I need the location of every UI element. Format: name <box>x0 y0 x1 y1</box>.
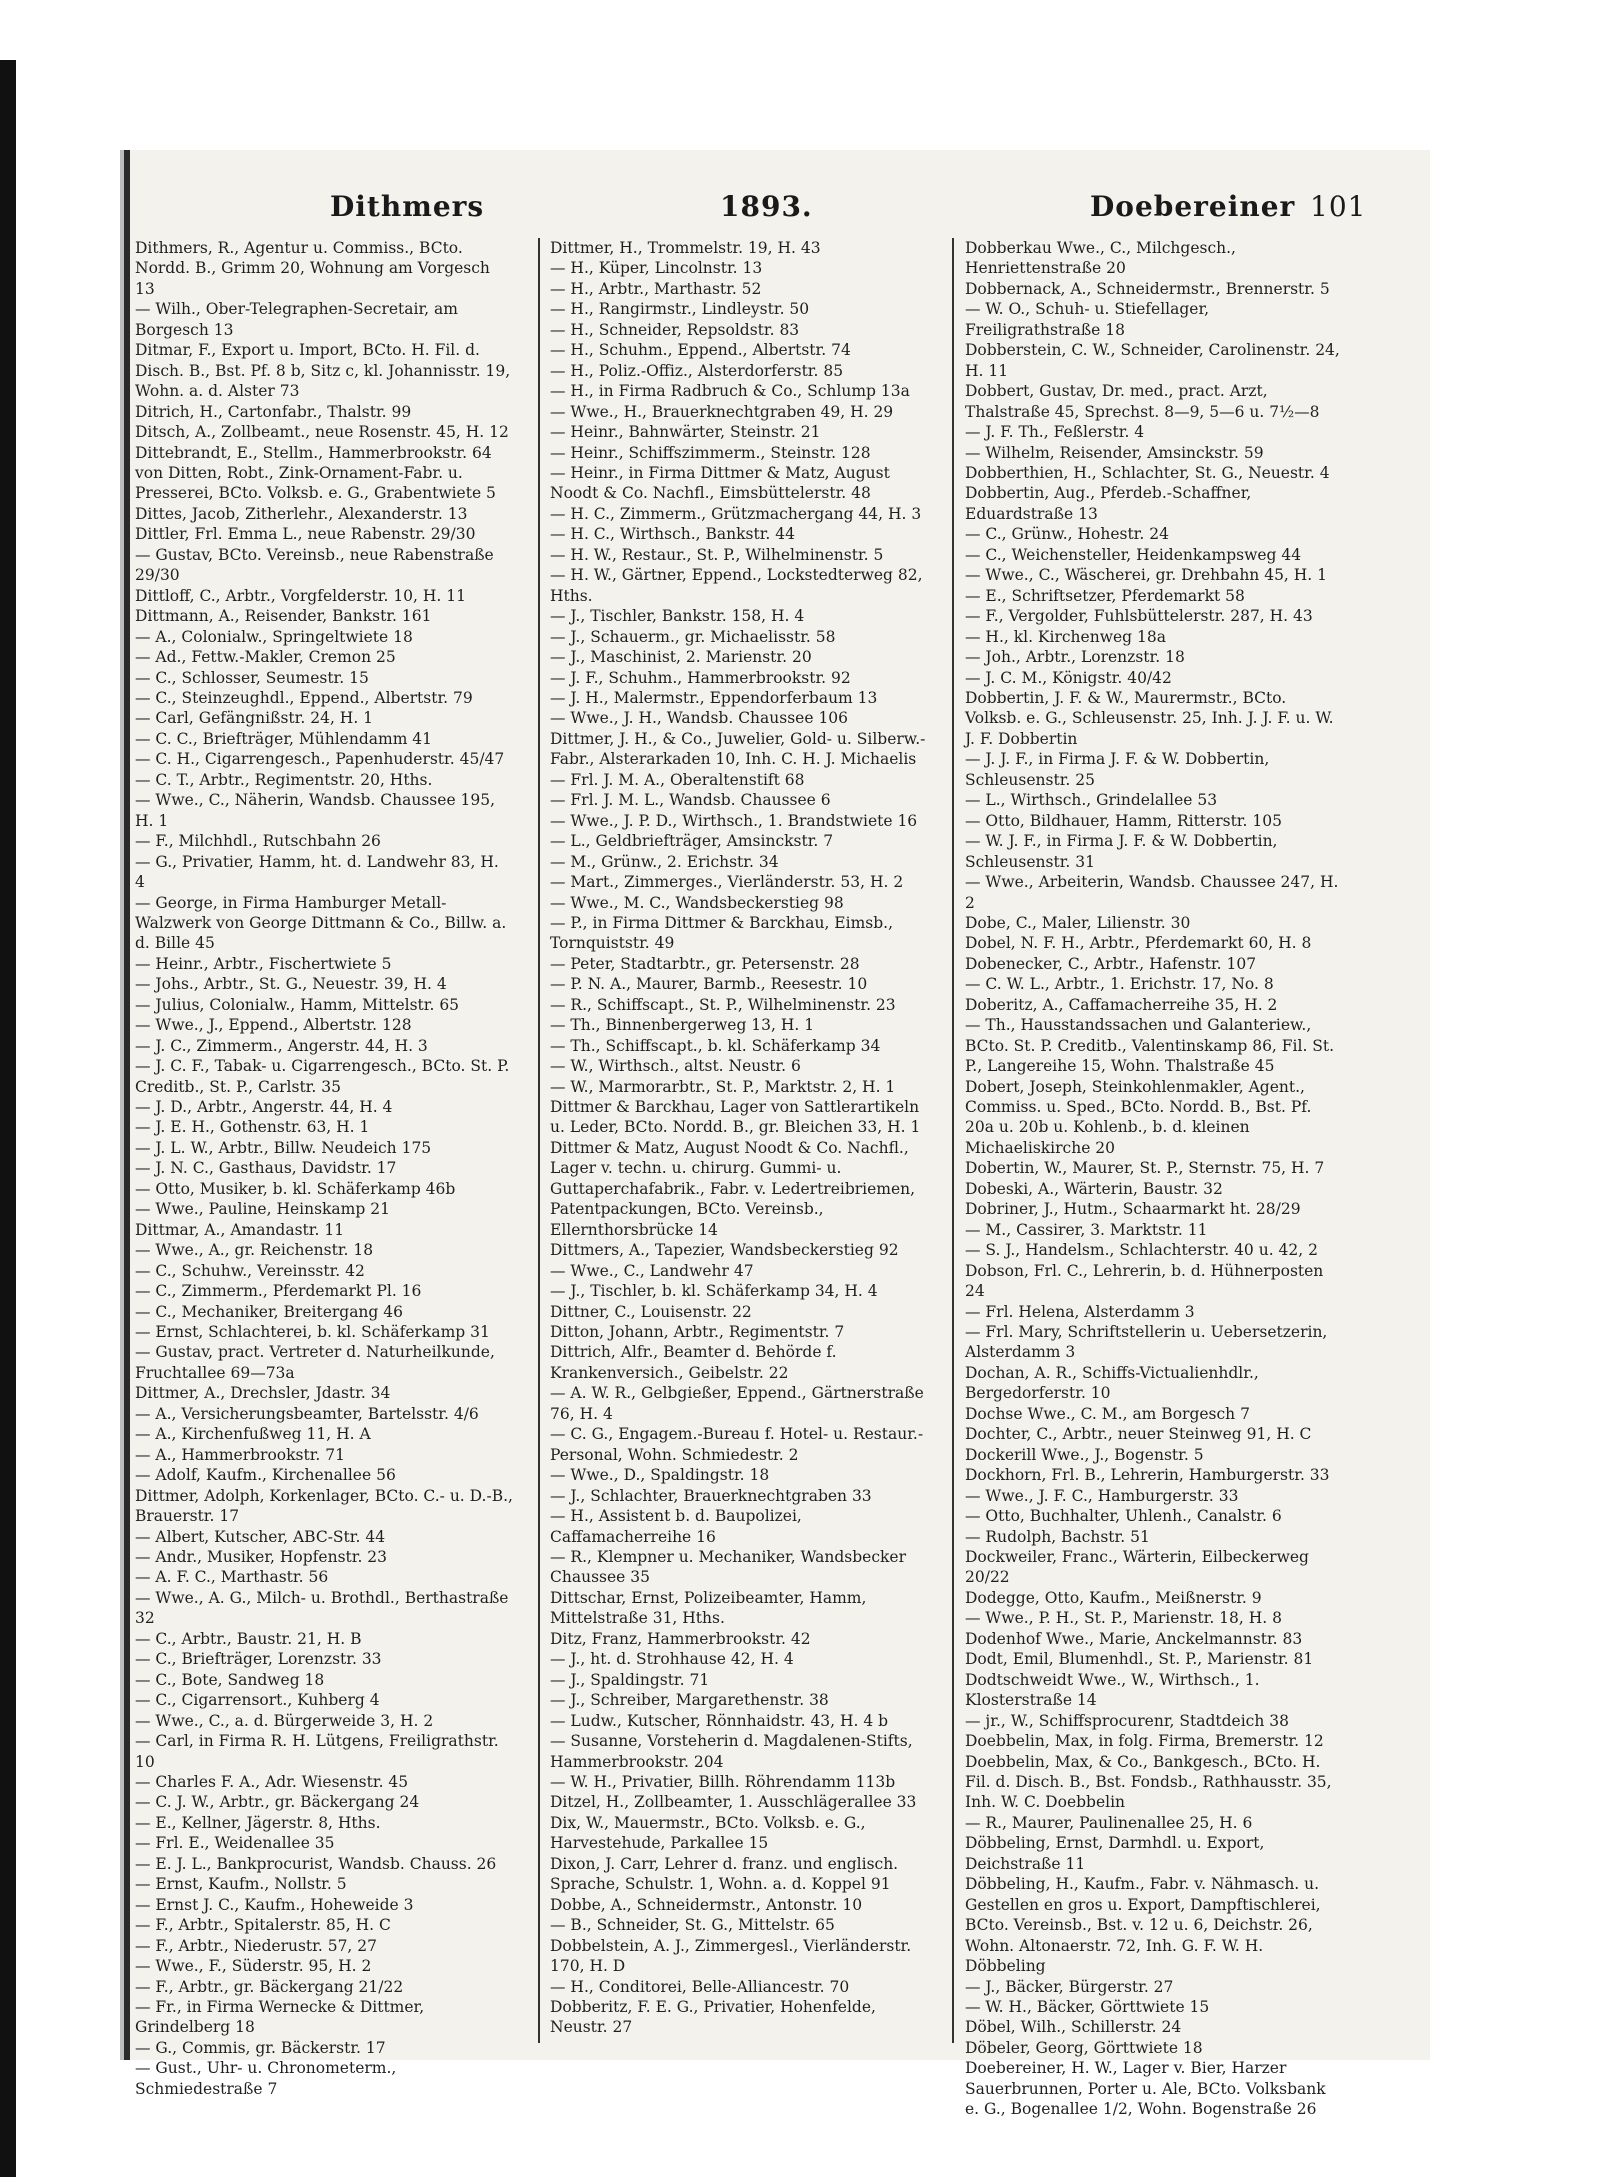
directory-entry: Dobbe, A., Schneidermstr., Antonstr. 10 <box>550 1895 863 1914</box>
directory-entry: — L., Geldbriefträger, Amsinckstr. 7 <box>550 832 834 851</box>
directory-entry: — J. C., Zimmerm., Angerstr. 44, H. 3 <box>135 1036 428 1055</box>
directory-entry: — A., Kirchenfußweg 11, H. A <box>135 1425 371 1444</box>
directory-entry: — Albert, Kutscher, ABC-Str. 44 <box>135 1527 386 1546</box>
directory-entry: — Rudolph, Bachstr. 51 <box>965 1527 1150 1546</box>
directory-entry: — H., Arbtr., Marthastr. 52 <box>550 279 762 298</box>
directory-entry: Döbbeling, H., Kaufm., Fabr. v. Nähmasch. u. Gestellen en gros u. Export, Dampftischlerei, BCto. Vereinsb., Bst. v. 12 u. 6, Deichstr. 26, Wohn. Altonaerstr. 72, Inh. G. F. W. H. Döbbeling <box>965 1875 1321 1976</box>
directory-entry: — E., Schriftsetzer, Pferdemarkt 58 <box>965 586 1245 605</box>
directory-entry: Ditrich, H., Cartonfabr., Thalstr. 99 <box>135 402 412 421</box>
directory-entry: — Wwe., J. H., Wandsb. Chaussee 106 <box>550 709 849 728</box>
directory-entry: Dochan, A. R., Schiffs-Victualienhdlr., Bergedorferstr. 10 <box>965 1363 1259 1403</box>
directory-entry: Dockweiler, Franc., Wärterin, Eilbeckerweg 20/22 <box>965 1548 1309 1587</box>
directory-entry: — J., Tischler, Bankstr. 158, H. 4 <box>550 607 805 626</box>
directory-entry: — H. C., Wirthsch., Bankstr. 44 <box>550 525 795 544</box>
directory-entry: Dittmer, H., Trommelstr. 19, H. 43 <box>550 239 821 257</box>
directory-entry: — W. H., Privatier, Billh. Röhrendamm 113b <box>550 1772 896 1791</box>
directory-entry: — Wwe., F., Süderstr. 95, H. 2 <box>135 1957 372 1976</box>
directory-entry: Dobenecker, C., Arbtr., Hafenstr. 107 <box>965 954 1257 973</box>
directory-entry: — C., Bote, Sandweg 18 <box>135 1670 325 1689</box>
directory-entry: — C., Grünw., Hohestr. 24 <box>965 525 1169 544</box>
directory-entry: Dittloff, C., Arbtr., Vorgfelderstr. 10, H. 11 <box>135 586 466 605</box>
directory-entry: — H., Küper, Lincolnstr. 13 <box>550 259 763 278</box>
directory-entry: Dittmar, A., Amandastr. 11 <box>135 1220 345 1239</box>
directory-entry: — C., Schuhw., Vereinsstr. 42 <box>135 1261 365 1280</box>
directory-entry: — B., Schneider, St. G., Mittelstr. 65 <box>550 1916 835 1935</box>
directory-entry: Dittler, Frl. Emma L., neue Rabenstr. 29/30 <box>135 525 476 544</box>
directory-entry: — E., Kellner, Jägerstr. 8, Hths. <box>135 1813 381 1832</box>
directory-entry: — H. W., Gärtner, Eppend., Lockstedterweg 82, Hths. <box>550 566 923 605</box>
directory-entry: — C., Steinzeughdl., Eppend., Albertstr. 79 <box>135 688 473 707</box>
directory-entry: Doebbelin, Max, & Co., Bankgesch., BCto. H. Fil. d. Disch. B., Bst. Fondsb., Rathhausstr. 35, Inh. W. C. Doebbelin <box>965 1752 1332 1812</box>
directory-entry: Ditzel, H., Zollbeamter, 1. Ausschlägerallee 33 <box>550 1793 917 1812</box>
directory-entry: — Gustav, BCto. Vereinsb., neue Rabenstraße 29/30 <box>135 545 494 585</box>
directory-entry: — W., Marmorarbtr., St. P., Marktstr. 2, H. 1 <box>550 1077 896 1096</box>
directory-entry: — Wwe., C., Landwehr 47 <box>550 1261 754 1280</box>
directory-entry: — Wwe., J., Eppend., Albertstr. 128 <box>135 1016 412 1035</box>
directory-entry: Dodegge, Otto, Kaufm., Meißnerstr. 9 <box>965 1588 1262 1607</box>
directory-page <box>130 150 1430 2119</box>
directory-entry: — J., ht. d. Strohhause 42, H. 4 <box>550 1650 794 1669</box>
directory-entry: — Wilhelm, Reisender, Amsinckstr. 59 <box>965 443 1264 462</box>
directory-entry: — jr., W., Schiffsprocurenr, Stadtdeich 38 <box>965 1711 1289 1730</box>
directory-entry: Dittmer & Matz, August Noodt & Co. Nachfl., Lager v. techn. u. chirurg. Gummi- u. Guttaperchafabrik., Fabr. v. Ledertreibriemen, Patentpackungen, BCto. Vereinsb., Ellernthorsbrücke 14 <box>550 1138 916 1239</box>
directory-entry: Dobberkau Wwe., C., Milchgesch., Henriettenstraße 20 <box>965 239 1236 278</box>
header-year: 1893. <box>720 190 813 223</box>
directory-entry: — F., Arbtr., Spitalerstr. 85, H. C <box>135 1916 391 1935</box>
directory-entry: — Wwe., C., a. d. Bürgerweide 3, H. 2 <box>135 1711 434 1730</box>
directory-entry: — C., Arbtr., Baustr. 21, H. B <box>135 1629 362 1648</box>
directory-entry: Döbel, Wilh., Schillerstr. 24 <box>965 2018 1182 2037</box>
directory-entry: Dobriner, J., Hutm., Schaarmarkt ht. 28/29 <box>965 1200 1301 1219</box>
directory-entry: — J., Spaldingstr. 71 <box>550 1670 710 1689</box>
directory-entry: — Charles F. A., Adr. Wiesenstr. 45 <box>135 1772 409 1791</box>
directory-entry: — C., Mechaniker, Breitergang 46 <box>135 1302 403 1321</box>
directory-column-1 <box>135 238 513 2098</box>
directory-entry: Dittes, Jacob, Zitherlehr., Alexanderstr. 13 <box>135 504 468 523</box>
directory-entry: Ditton, Johann, Arbtr., Regimentstr. 7 <box>550 1323 845 1342</box>
directory-entry: — H., in Firma Radbruch & Co., Schlump 13a <box>550 382 910 401</box>
directory-entry: Dodtschweidt Wwe., W., Wirthsch., 1. Klosterstraße 14 <box>965 1670 1260 1710</box>
directory-entry: — W. H., Bäcker, Görttwiete 15 <box>965 1997 1210 2016</box>
directory-entry: — Fr., in Firma Wernecke & Dittmer, Grindelberg 18 <box>135 1997 425 2037</box>
directory-entry: Dochter, C., Arbtr., neuer Steinweg 91, H. C <box>965 1425 1312 1444</box>
directory-entry: — Wwe., M. C., Wandsbeckerstieg 98 <box>550 893 844 912</box>
directory-entry: Dockerill Wwe., J., Bogenstr. 5 <box>965 1445 1204 1464</box>
directory-entry: — A., Hammerbrookstr. 71 <box>135 1445 345 1464</box>
directory-entry: — Otto, Musiker, b. kl. Schäferkamp 46b <box>135 1179 456 1198</box>
directory-entry: — J., Schauerm., gr. Michaelisstr. 58 <box>550 627 836 646</box>
directory-entry: — F., Milchhdl., Rutschbahn 26 <box>135 832 381 851</box>
directory-entry: — Johs., Arbtr., St. G., Neuestr. 39, H. 4 <box>135 975 447 994</box>
scan-edge <box>0 60 16 2177</box>
directory-entry: — Frl. Mary, Schriftstellerin u. Uebersetzerin, Alsterdamm 3 <box>965 1323 1328 1362</box>
directory-column-2 <box>550 238 928 2038</box>
directory-entry: Dobberstein, C. W., Schneider, Carolinenstr. 24, H. 11 <box>965 341 1340 380</box>
directory-entry: Dobbernack, A., Schneidermstr., Brennerstr. 5 <box>965 279 1330 298</box>
directory-entry: — C., Briefträger, Lorenzstr. 33 <box>135 1650 382 1669</box>
directory-entry: — Frl. J. M. L., Wandsb. Chaussee 6 <box>550 791 831 810</box>
directory-entry: — W. O., Schuh- u. Stiefellager, Freiligrathstraße 18 <box>965 300 1210 339</box>
directory-entry: — Joh., Arbtr., Lorenzstr. 18 <box>965 648 1185 667</box>
directory-entry: — J. F., Schuhm., Hammerbrookstr. 92 <box>550 668 851 687</box>
directory-entry: — Otto, Bildhauer, Hamm, Ritterstr. 105 <box>965 811 1282 830</box>
directory-entry: — Peter, Stadtarbtr., gr. Petersenstr. 28 <box>550 954 860 973</box>
directory-entry: — J. H., Malermstr., Eppendorferbaum 13 <box>550 688 878 707</box>
directory-entry: — Heinr., Schiffszimmerm., Steinstr. 128 <box>550 443 871 462</box>
directory-entry: Dobeski, A., Wärterin, Baustr. 32 <box>965 1179 1223 1198</box>
directory-entry: — H., Assistent b. d. Baupolizei, Caffamacherreihe 16 <box>550 1507 802 1546</box>
column-divider <box>952 238 954 2043</box>
directory-entry: — W. J. F., in Firma J. F. & W. Dobbertin, Schleusenstr. 31 <box>965 832 1278 871</box>
directory-entry: — W., Wirthsch., altst. Neustr. 6 <box>550 1057 801 1076</box>
directory-entry: — H., Schneider, Repsoldstr. 83 <box>550 320 800 339</box>
directory-entry: Dittmer, Adolph, Korkenlager, BCto. C.- u. D.-B., Brauerstr. 17 <box>135 1486 513 1526</box>
directory-entry: — Carl, Gefängnißstr. 24, H. 1 <box>135 709 374 728</box>
directory-entry: — R., Klempner u. Mechaniker, Wandsbecker Chaussee 35 <box>550 1548 906 1587</box>
directory-entry: — Ernst, Kaufm., Nollstr. 5 <box>135 1875 347 1894</box>
directory-entry: — J., Schreiber, Margarethenstr. 38 <box>550 1691 829 1710</box>
directory-entry: — Ernst J. C., Kaufm., Hoheweide 3 <box>135 1895 414 1914</box>
directory-entry: — C. H., Cigarrengesch., Papenhuderstr. 45/47 <box>135 750 505 769</box>
directory-entry: — Wwe., C., Näherin, Wandsb. Chaussee 195, H. 1 <box>135 791 496 830</box>
directory-entry: von Ditten, Robt., Zink-Ornament-Fabr. u. Presserei, BCto. Volksb. e. G., Grabentwiete 5 <box>135 463 496 503</box>
directory-entry: Dittmer, J. H., & Co., Juwelier, Gold- u. Silberw.-Fabr., Alsterarkaden 10, Inh. C. H. J. Michaelis <box>550 729 926 769</box>
directory-entry: — A., Versicherungsbeamter, Bartelsstr. 4/6 <box>135 1404 479 1423</box>
directory-entry: — Andr., Musiker, Hopfenstr. 23 <box>135 1548 388 1566</box>
directory-entry: — Ernst, Schlachterei, b. kl. Schäferkamp 31 <box>135 1323 490 1342</box>
directory-entry: — Adolf, Kaufm., Kirchenallee 56 <box>135 1466 396 1485</box>
directory-entry: — H. W., Restaur., St. P., Wilhelminenstr. 5 <box>550 545 884 564</box>
directory-entry: — George, in Firma Hamburger Metall-Walzwerk von George Dittmann & Co., Billw. a. d. Bille 45 <box>135 893 507 953</box>
directory-entry: Dodenhof Wwe., Marie, Anckelmannstr. 83 <box>965 1629 1303 1648</box>
directory-entry: — J. C. F., Tabak- u. Cigarrengesch., BCto. St. P. Creditb., St. P., Carlstr. 35 <box>135 1057 510 1096</box>
directory-entry: Dobberthien, H., Schlachter, St. G., Neuestr. 4 <box>965 463 1330 482</box>
directory-entry: — R., Schiffscapt., St. P., Wilhelminenstr. 23 <box>550 995 896 1014</box>
directory-entry: — J., Schlachter, Brauerknechtgraben 33 <box>550 1486 872 1505</box>
directory-entry: — J. J. F., in Firma J. F. & W. Dobbertin, Schleusenstr. 25 <box>965 750 1270 789</box>
directory-entry: — Ad., Fettw.-Makler, Cremon 25 <box>135 648 396 667</box>
directory-entry: — H., kl. Kirchenweg 18a <box>965 627 1166 646</box>
directory-entry: Dobbert, Gustav, Dr. med., pract. Arzt, Thalstraße 45, Sprechst. 8—9, 5—6 u. 7½—8 <box>965 382 1320 421</box>
directory-entry: Dittschar, Ernst, Polizeibeamter, Hamm, Mittelstraße 31, Hths. <box>550 1588 867 1628</box>
directory-entry: — J. C. M., Königstr. 40/42 <box>965 668 1172 687</box>
directory-entry: Dittmer, A., Drechsler, Jdastr. 34 <box>135 1384 391 1403</box>
directory-entry: — C. C., Briefträger, Mühlendamm 41 <box>135 729 433 748</box>
directory-entry: — Gust., Uhr- u. Chronometerm., Schmiedestraße 7 <box>135 2059 397 2098</box>
directory-entry: — A., Colonialw., Springeltwiete 18 <box>135 627 413 646</box>
header-right-catchword: Doebereiner <box>1090 190 1296 223</box>
directory-entry: — Wwe., A. G., Milch- u. Brothdl., Berthastraße 32 <box>135 1588 509 1628</box>
directory-entry: — H., Rangirmstr., Lindleystr. 50 <box>550 300 810 319</box>
directory-entry: Dobbertin, J. F. & W., Maurermstr., BCto. Volksb. e. G., Schleusenstr. 25, Inh. J. J. F. u. W. J. F. Dobbertin <box>965 688 1334 748</box>
directory-entry: Doebereiner, H. W., Lager v. Bier, Harzer Sauerbrunnen, Porter u. Ale, BCto. Volksbank e. G., Bogenallee 1/2, Wohn. Bogenstraße 26 <box>965 2059 1326 2119</box>
directory-entry: — J. E. H., Gothenstr. 63, H. 1 <box>135 1118 370 1137</box>
directory-entry: Dobbelstein, A. J., Zimmergesl., Vierländerstr. 170, H. D <box>550 1936 912 1976</box>
directory-entry: — G., Privatier, Hamm, ht. d. Landwehr 83, H. 4 <box>135 852 499 892</box>
directory-entry: — S. J., Handelsm., Schlachterstr. 40 u. 42, 2 <box>965 1241 1318 1260</box>
directory-entry: Dittner, C., Louisenstr. 22 <box>550 1302 752 1321</box>
directory-entry: Dobert, Joseph, Steinkohlenmakler, Agent., Commiss. u. Sped., BCto. Nordd. B., Bst. Pf. 20a u. 20b u. Kohlenb., b. d. kleinen Michaeliskirche 20 <box>965 1077 1312 1157</box>
directory-entry: — Wwe., J. F. C., Hamburgerstr. 33 <box>965 1486 1239 1505</box>
directory-entry: Döbeler, Georg, Görttwiete 18 <box>965 2038 1203 2057</box>
directory-entry: — J., Tischler, b. kl. Schäferkamp 34, H. 4 <box>550 1282 878 1301</box>
directory-entry: — J., Bäcker, Bürgerstr. 27 <box>965 1977 1174 1996</box>
directory-entry: — Th., Binnenbergerweg 13, H. 1 <box>550 1016 815 1035</box>
directory-entry: Dittmann, A., Reisender, Bankstr. 161 <box>135 607 432 626</box>
directory-entry: — C. J. W., Arbtr., gr. Bäckergang 24 <box>135 1793 420 1812</box>
directory-entry: Döbbeling, Ernst, Darmhdl. u. Export, Deichstraße 11 <box>965 1834 1265 1873</box>
directory-entry: — C. W. L., Arbtr., 1. Erichstr. 17, No. 8 <box>965 975 1274 994</box>
directory-entry: — L., Wirthsch., Grindelallee 53 <box>965 791 1218 810</box>
directory-entry: Dobberitz, F. E. G., Privatier, Hohenfelde, Neustr. 27 <box>550 1997 876 2037</box>
directory-entry: Dobson, Frl. C., Lehrerin, b. d. Hühnerposten 24 <box>965 1261 1324 1301</box>
directory-entry: — Wwe., Pauline, Heinskamp 21 <box>135 1200 390 1219</box>
directory-entry: — A. F. C., Marthastr. 56 <box>135 1568 329 1587</box>
directory-entry: — J., Maschinist, 2. Marienstr. 20 <box>550 648 812 667</box>
directory-entry: Dittmers, A., Tapezier, Wandsbeckerstieg 92 <box>550 1241 899 1260</box>
directory-entry: — G., Commis, gr. Bäckerstr. 17 <box>135 2038 386 2057</box>
column-divider <box>538 238 540 2043</box>
directory-entry: — Wwe., H., Brauerknechtgraben 49, H. 29 <box>550 402 894 421</box>
directory-entry: — C., Weichensteller, Heidenkampsweg 44 <box>965 545 1302 564</box>
page-header <box>130 190 1430 236</box>
directory-entry: Ditmar, F., Export u. Import, BCto. H. Fil. d. Disch. B., Bst. Pf. 8 b, Sitz c, kl. Johannisstr. 19, Wohn. a. d. Alster 73 <box>135 341 511 401</box>
directory-entry: — Wwe., P. H., St. P., Marienstr. 18, H. 8 <box>965 1609 1282 1628</box>
directory-entry: — Carl, in Firma R. H. Lütgens, Freiligrathstr. 10 <box>135 1732 499 1771</box>
directory-entry: Dixon, J. Carr, Lehrer d. franz. und englisch. Sprache, Schulstr. 1, Wohn. a. d. Koppel 91 <box>550 1854 899 1894</box>
directory-entry: — Wwe., D., Spaldingstr. 18 <box>550 1466 770 1485</box>
directory-entry: Dodt, Emil, Blumenhdl., St. P., Marienstr. 81 <box>965 1650 1314 1669</box>
directory-entry: — Wwe., Arbeiterin, Wandsb. Chaussee 247, H. 2 <box>965 873 1339 912</box>
directory-entry: — C., Zimmerm., Pferdemarkt Pl. 16 <box>135 1282 422 1301</box>
directory-entry: — Heinr., Bahnwärter, Steinstr. 21 <box>550 423 821 442</box>
directory-entry: — H., Conditorei, Belle-Alliancestr. 70 <box>550 1977 850 1996</box>
directory-entry: Dobbertin, Aug., Pferdeb.-Schaffner, Eduardstraße 13 <box>965 484 1252 523</box>
page-number: 101 <box>1310 190 1367 223</box>
directory-entry: — Gustav, pract. Vertreter d. Naturheilkunde, Fruchtallee 69—73a <box>135 1343 495 1382</box>
directory-entry: — F., Arbtr., gr. Bäckergang 21/22 <box>135 1977 404 1996</box>
directory-entry: — H. C., Zimmerm., Grützmachergang 44, H. 3 <box>550 504 922 523</box>
directory-entry: — Susanne, Vorsteherin d. Magdalenen-Stifts, Hammerbrookstr. 204 <box>550 1732 913 1771</box>
directory-entry: — M., Cassirer, 3. Marktstr. 11 <box>965 1220 1208 1239</box>
directory-entry: Ditsch, A., Zollbeamt., neue Rosenstr. 45, H. 12 <box>135 423 509 442</box>
directory-entry: — Frl. E., Weidenallee 35 <box>135 1834 335 1853</box>
directory-entry: Doberitz, A., Caffamacherreihe 35, H. 2 <box>965 995 1278 1014</box>
directory-entry: — P., in Firma Dittmer & Barckhau, Eimsb., Tornquiststr. 49 <box>550 913 893 953</box>
directory-entry: Dix, W., Mauermstr., BCto. Volksb. e. G., Harvestehude, Parkallee 15 <box>550 1813 866 1853</box>
directory-entry: Ditz, Franz, Hammerbrookstr. 42 <box>550 1629 811 1648</box>
directory-entry: — Wilh., Ober-Telegraphen-Secretair, am Borgesch 13 <box>135 300 458 339</box>
directory-entry: — J. L. W., Arbtr., Billw. Neudeich 175 <box>135 1138 432 1157</box>
directory-entry: — F., Vergolder, Fuhlsbüttelerstr. 287, H. 43 <box>965 607 1313 626</box>
directory-entry: — Th., Schiffscapt., b. kl. Schäferkamp 34 <box>550 1036 881 1055</box>
directory-entry: — Frl. J. M. A., Oberaltenstift 68 <box>550 770 805 789</box>
directory-entry: Dobertin, W., Maurer, St. P., Sternstr. 75, H. 7 <box>965 1159 1325 1178</box>
directory-entry: Dittrich, Alfr., Beamter d. Behörde f. Krankenversich., Geibelstr. 22 <box>550 1343 837 1382</box>
directory-entry: — Frl. Helena, Alsterdamm 3 <box>965 1302 1195 1321</box>
directory-entry: — Wwe., A., gr. Reichenstr. 18 <box>135 1241 374 1260</box>
directory-entry: — H., Poliz.-Offiz., Alsterdorferstr. 85 <box>550 361 844 380</box>
directory-entry: — C., Schlosser, Seumestr. 15 <box>135 668 369 687</box>
directory-entry: — Heinr., Arbtr., Fischertwiete 5 <box>135 954 392 973</box>
directory-entry: — C. G., Engagem.-Bureau f. Hotel- u. Restaur.-Personal, Wohn. Schmiedestr. 2 <box>550 1425 924 1464</box>
directory-entry: — Wwe., C., Wäscherei, gr. Drehbahn 45, H. 1 <box>965 566 1328 585</box>
directory-entry: — C., Cigarrensort., Kuhberg 4 <box>135 1691 380 1710</box>
directory-entry: — Wwe., J. P. D., Wirthsch., 1. Brandstwiete 16 <box>550 811 918 830</box>
directory-entry: Dithmers, R., Agentur u. Commiss., BCto. Nordd. B., Grimm 20, Wohnung am Vorgesch 13 <box>135 239 490 298</box>
directory-entry: Doebbelin, Max, in folg. Firma, Bremerstr. 12 <box>965 1732 1324 1751</box>
directory-entry: — Heinr., in Firma Dittmer & Matz, August Noodt & Co. Nachfl., Eimsbüttelerstr. 48 <box>550 463 890 503</box>
directory-entry: Dittebrandt, E., Stellm., Hammerbrookstr. 64 <box>135 443 492 462</box>
directory-entry: — Otto, Buchhalter, Uhlenh., Canalstr. 6 <box>965 1507 1282 1526</box>
directory-entry: — A. W. R., Gelbgießer, Eppend., Gärtnerstraße 76, H. 4 <box>550 1384 924 1423</box>
directory-entry: — Ludw., Kutscher, Rönnhaidstr. 43, H. 4 b <box>550 1711 889 1730</box>
directory-entry: — J. D., Arbtr., Angerstr. 44, H. 4 <box>135 1098 393 1117</box>
directory-entry: — F., Arbtr., Niederustr. 57, 27 <box>135 1936 378 1955</box>
directory-entry: — P. N. A., Maurer, Barmb., Reesestr. 10 <box>550 975 868 994</box>
directory-entry: Dochse Wwe., C. M., am Borgesch 7 <box>965 1404 1250 1423</box>
directory-entry: — Th., Hausstandssachen und Galanteriew., BCto. St. P. Creditb., Valentinskamp 86, Fil. St. P., Langereihe 15, Wohn. Thalstraße 45 <box>965 1016 1335 1076</box>
directory-entry: — M., Grünw., 2. Erichstr. 34 <box>550 852 779 871</box>
directory-entry: — Mart., Zimmerges., Vierländerstr. 53, H. 2 <box>550 873 904 892</box>
header-left-catchword: Dithmers <box>330 190 485 223</box>
directory-entry: — H., Schuhm., Eppend., Albertstr. 74 <box>550 341 851 360</box>
directory-entry: Dobe, C., Maler, Lilienstr. 30 <box>965 913 1191 932</box>
directory-entry: — R., Maurer, Paulinenallee 25, H. 6 <box>965 1813 1253 1832</box>
directory-entry: — J. F. Th., Feßlerstr. 4 <box>965 423 1145 442</box>
directory-entry: — J. N. C., Gasthaus, Davidstr. 17 <box>135 1159 397 1178</box>
directory-entry: — C. T., Arbtr., Regimentstr. 20, Hths. <box>135 770 433 789</box>
directory-entry: Dockhorn, Frl. B., Lehrerin, Hamburgerstr. 33 <box>965 1466 1330 1485</box>
directory-column-3 <box>965 238 1343 2119</box>
directory-entry: — E. J. L., Bankprocurist, Wandsb. Chauss. 26 <box>135 1854 497 1873</box>
directory-entry: Dobel, N. F. H., Arbtr., Pferdemarkt 60, H. 8 <box>965 934 1312 953</box>
directory-entry: Dittmer & Barckhau, Lager von Sattlerartikeln u. Leder, BCto. Nordd. B., gr. Bleichen 33, H. 1 <box>550 1098 921 1137</box>
directory-entry: — Julius, Colonialw., Hamm, Mittelstr. 65 <box>135 995 460 1014</box>
